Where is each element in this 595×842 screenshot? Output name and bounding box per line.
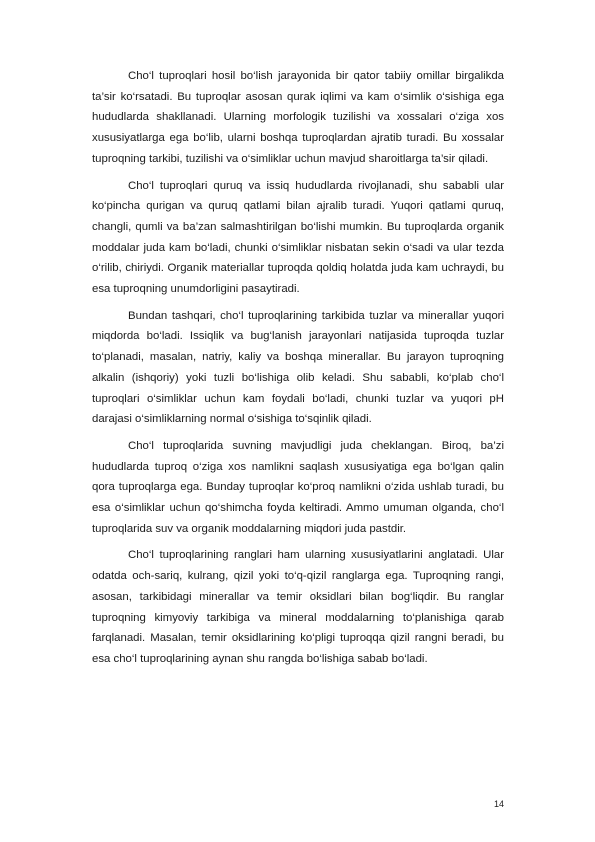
page-number: 14 [493, 799, 504, 809]
document-body [92, 66, 504, 676]
paragraph-2: Cho‘l tuproqlari quruq va issiq hududlarda rivojlanadi, shu sababli ular ko‘pincha qurigan va quruq qatlami bilan ajralib turadi. Yuqori qatlami quruq, changli, qumli va ba’zan salmashtirilgan bo‘lishi mumkin. Bu tuproqlarda organik moddalar juda kam bo‘ladi, chunki o‘simliklar nisbatan sekin o‘sadi va ular tezda o‘rilib, chiriydi. Organik materiallar tuproqda qoldiq holatda juda kam uchraydi, bu esa tuproqning unumdorligini pasaytiradi. [92, 179, 504, 296]
paragraph-4: Cho‘l tuproqlarida suvning mavjudligi juda cheklangan. Biroq, ba’zi hududlarda tuproq o‘ziga xos namlikni saqlash xususiyatiga ega bo‘lgan qalin qora tuproqlarga ega. Bunday tuproqlar ko‘proq namlikni o‘zida ushlab turadi, bu esa o‘simliklar uchun qo‘shimcha foyda keltiradi. Ammo umuman olganda, cho‘l tuproqlarida suv va organik moddalarning miqdori juda pastdir. [92, 439, 504, 535]
paragraph-3: Bundan tashqari, cho‘l tuproqlarining tarkibida tuzlar va minerallar yuqori miqdorda bo‘ladi. Issiqlik va bug‘lanish jarayonlari natijasida tuproqda tuzlar to‘planadi, masalan, natriy, kaliy va boshqa minerallar. Bu jarayon tuproqning alkalin (ishqoriy) yoki tuzli bo‘lishiga olib keladi. Shu sababli, ko‘plab cho‘l tuproqlari o‘simliklar uchun kam foydali bo‘ladi, chunki tuzlar va yuqori pH darajasi o‘simliklarning normal o‘sishiga to‘sqinlik qiladi. [92, 309, 504, 426]
paragraph-5: Cho‘l tuproqlarining ranglari ham ularning xususiyatlarini anglatadi. Ular odatda och-sariq, kulrang, qizil yoki to‘q-qizil ranglarga ega. Tuproqning rangi, asosan, tarkibidagi minerallar va temir oksidlari bilan bog‘liqdir. Bu ranglar tuproqning kimyoviy tarkibiga va mineral moddalarning to‘planishiga qarab farqlanadi. Masalan, temir oksidlarining ko‘pligi tuproqqa qizil rangni beradi, bu esa cho‘l tuproqlarining aynan shu rangda bo‘lishiga sabab bo‘ladi. [92, 549, 504, 665]
paragraph-1: Cho‘l tuproqlari hosil bo‘lish jarayonida bir qator tabiiy omillar birgalikda ta’sir ko‘rsatadi. Bu tuproqlar asosan qurak iqlimi va kam o‘simlik o‘sishiga ega hududlarda shakllanadi. Ularning morfologik tuzilishi va xossalari o‘ziga xos xususiyatlarga ega bo‘lib, ularni boshqa tuproqlardan ajratib turadi. Bu xossalar tuproqning tarkibi, tuzilishi va o‘simliklar uchun mavjud sharoitlarga ta’sir qiladi. [92, 70, 504, 165]
